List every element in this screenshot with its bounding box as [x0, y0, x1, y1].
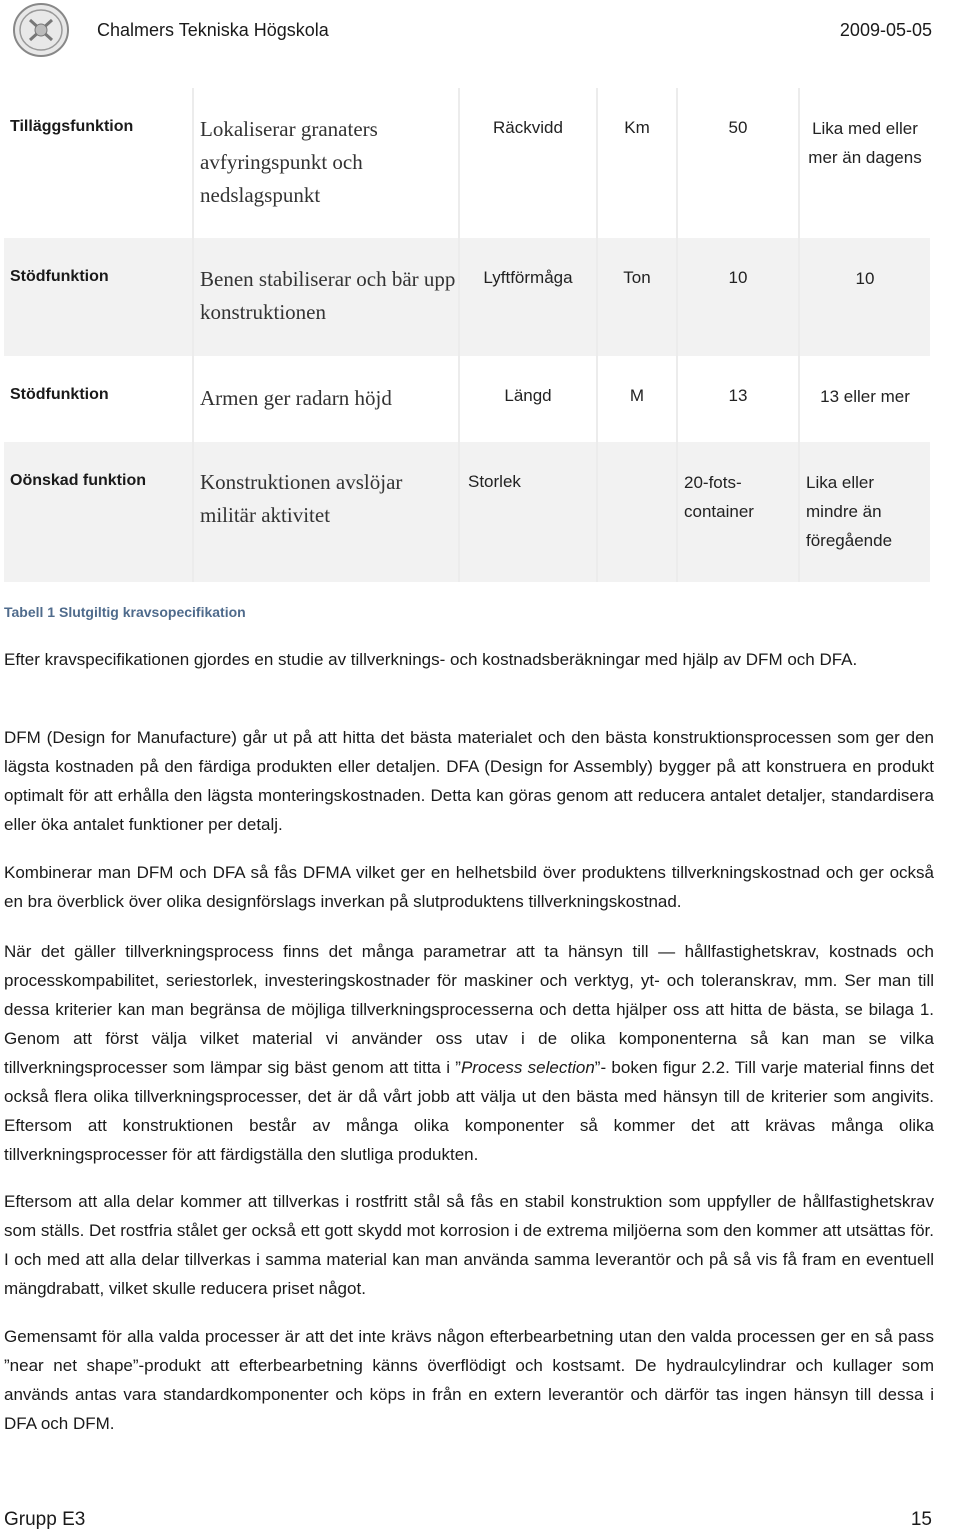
unit: M: [596, 356, 676, 442]
function-description: Armen ger radarn höjd: [192, 356, 458, 442]
target-value: 20-fots-container: [676, 442, 798, 582]
paragraph-segment: ”- boken figur 2.2. Till varje material finns det också flera olika tillverkningsprocesser, det är då vårt jobb att välja ut den bästa med hänsyn till de kriterier som angivits. Eftersom att konstruktionen består av många olika komponenter så kommer det att krävas många olika tillverkningsprocesser för att färdigställa den slutliga produkten.: [4, 1058, 934, 1164]
function-type: Stödfunktion: [10, 386, 109, 403]
paragraph: [4, 723, 934, 839]
target-value: 13: [676, 356, 798, 442]
table-caption: Tabell 1 Slutgiltig kravsopecifikation: [4, 604, 246, 620]
limit-value: Lika med eller mer än dagens: [798, 88, 930, 238]
paragraph-text: Gemensamt för alla valda processer är att det inte krävs någon efterbearbetning utan den valda processen ger en så pass ”near net shape”-produkt att efterbearbetning känns överflödigt och kostsamt. De hydraulcylindrar och kullager som används antas vara standardkomponenter och köps in från en extern leverantör och därför tas ingen hänsyn till dessa i DFA och DFM.: [4, 1327, 934, 1433]
function-description: Lokaliserar granaters avfyringspunkt och nedslagspunkt: [192, 88, 458, 238]
page-header: [0, 0, 960, 62]
measure: Räckvidd: [458, 88, 596, 238]
paragraph-segment: När det gäller tillverkningsprocess finns det många parametrar att ta hänsyn till — hållfastighetskrav, kostnads och processkompabilitet, seriestorlek, investeringskostnader för maskiner och verktyg, yt- och toleranskrav, mm. Ser man till dessa kriterier kan man begränsa de möjliga tillverkningsprocesserna och detta hjälper oss att hitta de bästa, se bilaga 1. Genom att först välja vilket material vi använder oss utav i de olika komponenterna så kan man se vilka tillverkningsprocesser som lämpar sig bäst genom att titta i ”: [4, 942, 934, 1077]
limit-value: 13 eller mer: [798, 356, 930, 442]
paragraph: [4, 1322, 934, 1438]
function-type: Oönskad funktion: [10, 472, 146, 489]
table-row: [4, 88, 930, 238]
page-number: 15: [910, 1509, 932, 1530]
function-description: Benen stabiliserar och bär upp konstruktionen: [192, 238, 458, 356]
paragraph: [4, 645, 934, 674]
paragraph: [4, 858, 934, 916]
function-description: Konstruktionen avslöjar militär aktivitet: [192, 442, 458, 582]
table-row: [4, 442, 930, 582]
paragraph-text: Kombinerar man DFM och DFA så fås DFMA vilket ger en helhetsbild över produktens tillverkningskostnad och ger också en bra överblick över olika designförslags inverkan på slutproduktens tillverkningskostnad.: [4, 863, 934, 911]
paragraph-text: Efter kravspecifikationen gjordes en studie av tillverknings- och kostnadsberäkningar med hjälp av DFM och DFA.: [4, 650, 858, 669]
table-row: [4, 356, 930, 442]
measure: Lyftförmåga: [458, 238, 596, 356]
group-name: Grupp E3: [4, 1509, 86, 1530]
institution-name: Chalmers Tekniska Högskola: [97, 20, 329, 40]
function-type: Tilläggsfunktion: [10, 118, 134, 135]
book-title: Process selection: [460, 1058, 595, 1077]
function-type: Stödfunktion: [10, 268, 109, 285]
requirements-table: [4, 88, 930, 582]
target-value: 50: [676, 88, 798, 238]
limit-value: 10: [798, 238, 930, 356]
measure: Längd: [458, 356, 596, 442]
paragraph: [4, 1187, 934, 1303]
measure: Storlek: [458, 442, 596, 582]
paragraph-text: Eftersom att alla delar kommer att tillverkas i rostfritt stål så fås en stabil konstruktion som uppfyller de hållfastighetskrav som ställs. Det rostfria stålet ger också ett gott skydd mot korrosion i de extrema miljöerna som den kommer att utsättas för. I och med att alla delar tillverkas i samma material kan man använda samma leverantör och på så vis få fram en eventuell mängdrabatt, vilket skulle reducera priset något.: [4, 1192, 934, 1298]
table-row: [4, 238, 930, 356]
paragraph-text: [4, 937, 934, 1169]
document-date: 2009-05-05: [839, 20, 932, 40]
target-value: 10: [676, 238, 798, 356]
paragraph: [4, 937, 934, 1169]
unit: [596, 442, 676, 582]
limit-value: Lika eller mindre än föregående: [798, 442, 930, 582]
unit: Ton: [596, 238, 676, 356]
chalmers-seal-icon: [10, 2, 72, 58]
paragraph-text: DFM (Design for Manufacture) går ut på att hitta det bästa materialet och den bästa konstruktionsprocessen som ger den lägsta kostnaden på den färdiga produkten eller detaljen. DFA (Design for Assembly) bygger på att konstruera en produkt optimalt för att erhålla den lägsta monteringskostnaden. Detta kan göras genom att reducera antalet detaljer, standardisera eller öka antalet funktioner per detalj.: [4, 728, 934, 834]
unit: Km: [596, 88, 676, 238]
